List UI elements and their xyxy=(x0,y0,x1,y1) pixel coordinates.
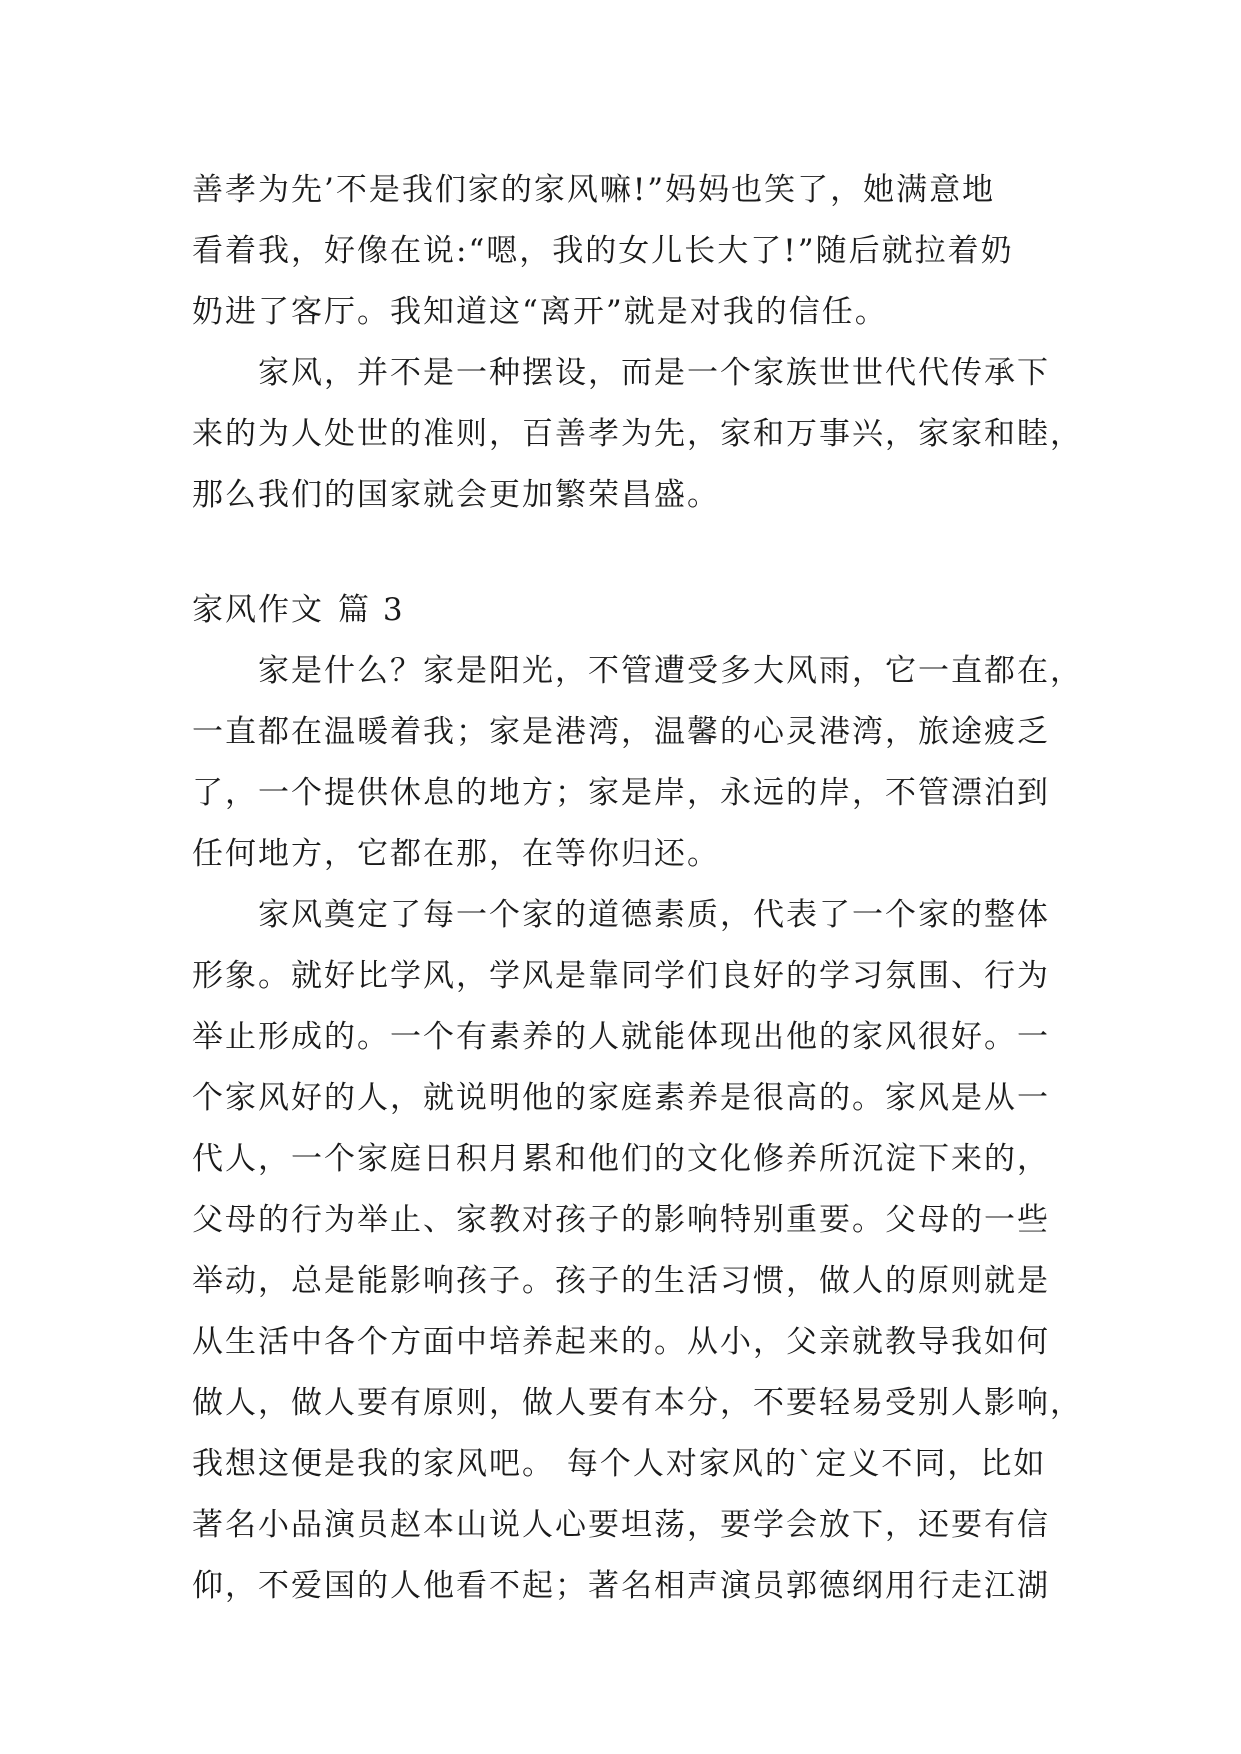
section-title: 家风作文 xyxy=(192,592,324,628)
text-line: 了，一个提供休息的地方；家是岸，永远的岸，不管漂泊到 xyxy=(192,775,1050,811)
paragraph-family-style xyxy=(192,885,1083,1617)
text-line: 形象。就好比学风，学风是靠同学们良好的学习氛围、行为 xyxy=(192,958,1050,994)
article-body xyxy=(192,160,1083,1617)
text-line: 任何地方，它都在那，在等你归还。 xyxy=(192,836,720,872)
text-line: 来的为人处世的准则，百善孝为先，家和万事兴，家家和睦， xyxy=(192,416,1083,452)
paragraph-what-is-home xyxy=(192,641,1083,885)
section-heading xyxy=(192,580,1072,641)
paragraph-continued xyxy=(192,160,1072,343)
text-line: 家风，并不是一种摆设，而是一个家族世世代代传承下 xyxy=(258,355,1050,391)
text-line: 举动，总是能影响孩子。孩子的生活习惯，做人的原则就是 xyxy=(192,1263,1050,1299)
text-line: 举止形成的。一个有素养的人就能体现出他的家风很好。一 xyxy=(192,1019,1050,1055)
text-line: 家风奠定了每一个家的道德素质，代表了一个家的整体 xyxy=(258,897,1050,933)
text-line: 那么我们的国家就会更加繁荣昌盛。 xyxy=(192,477,720,513)
section-spacer xyxy=(192,526,1072,580)
section-number: 篇 3 xyxy=(338,592,405,628)
text-line: 奶进了客厅。我知道这“离开”就是对我的信任。 xyxy=(192,294,888,330)
text-line: 善孝为先’不是我们家的家风嘛!”妈妈也笑了，她满意地 xyxy=(192,172,996,208)
text-line: 仰，不爱国的人他看不起；著名相声演员郭德纲用行走江湖 xyxy=(192,1568,1050,1604)
text-line: 代人，一个家庭日积月累和他们的文化修养所沉淀下来的， xyxy=(192,1141,1050,1177)
text-line: 一直都在温暖着我；家是港湾，温馨的心灵港湾，旅途疲乏 xyxy=(192,714,1050,750)
text-line: 家是什么？家是阳光，不管遭受多大风雨，它一直都在， xyxy=(258,653,1083,689)
text-line: 从生活中各个方面中培养起来的。从小，父亲就教导我如何 xyxy=(192,1324,1050,1360)
text-line: 父母的行为举止、家教对孩子的影响特别重要。父母的一些 xyxy=(192,1202,1050,1238)
text-line: 我想这便是我的家风吧。 每个人对家风的`定义不同，比如 xyxy=(192,1446,1047,1482)
text-line: 做人，做人要有原则，做人要有本分，不要轻易受别人影响， xyxy=(192,1385,1083,1421)
text-line: 个家风好的人，就说明他的家庭素养是很高的。家风是从一 xyxy=(192,1080,1050,1116)
paragraph-family-values xyxy=(192,343,1083,526)
text-line: 著名小品演员赵本山说人心要坦荡，要学会放下，还要有信 xyxy=(192,1507,1050,1543)
text-line: 看着我，好像在说:“嗯，我的女儿长大了!”随后就拉着奶 xyxy=(192,233,1014,269)
